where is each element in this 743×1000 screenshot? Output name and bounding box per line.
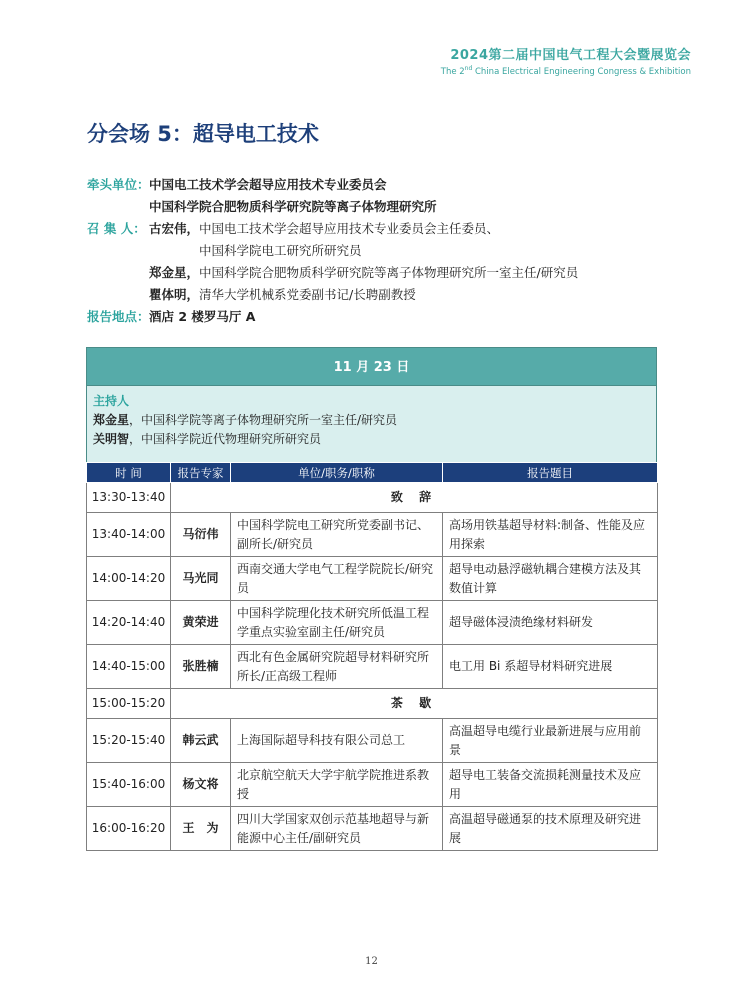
host-desc: ，中国科学院近代物理研究所研究员 [129, 432, 322, 446]
event-title-en: The 2nd China Electrical Engineering Congress & Exhibition [440, 65, 691, 77]
row-affiliation: 四川大学国家双创示范基地超导与新能源中心主任/副研究员 [231, 807, 443, 851]
table-row [87, 689, 658, 719]
table-header-row [87, 463, 658, 483]
row-topic: 超导电工装备交流损耗测量技术及应用 [443, 763, 658, 807]
session-info [87, 174, 578, 328]
table-row [87, 763, 658, 807]
table-row [87, 557, 658, 601]
convener-name: 古宏伟， [149, 221, 200, 236]
venue-label: 报告地点： [87, 309, 150, 324]
row-time: 14:00-14:20 [87, 557, 171, 601]
host-label: 主持人 [93, 394, 130, 408]
convener-desc: 中国科学院电工研究所研究员 [199, 243, 362, 258]
organizer-label: 牵头单位： [87, 177, 150, 192]
row-affiliation: 北京航空航天大学宇航学院推进系教授 [231, 763, 443, 807]
col-header-time: 时 间 [87, 463, 171, 483]
row-affiliation: 西南交通大学电气工程学院院长/研究员 [231, 557, 443, 601]
table-row [87, 601, 658, 645]
row-time: 13:40-14:00 [87, 513, 171, 557]
row-speaker: 黄荣进 [171, 601, 231, 645]
row-topic: 高场用铁基超导材料:制备、性能及应用探索 [443, 513, 658, 557]
row-event: 茶 歇 [171, 689, 658, 719]
row-affiliation: 上海国际超导科技有限公司总工 [231, 719, 443, 763]
row-affiliation: 中国科学院理化技术研究所低温工程学重点实验室副主任/研究员 [231, 601, 443, 645]
schedule-date: 11 月 23 日 [86, 347, 657, 386]
schedule-table [86, 347, 657, 851]
row-speaker: 马光同 [171, 557, 231, 601]
host-line [93, 411, 648, 430]
host-desc: ，中国科学院等离子体物理研究所一室主任/研究员 [129, 413, 398, 427]
venue: 酒店 2 楼罗马厅 A [149, 309, 256, 324]
row-speaker: 张胜楠 [171, 645, 231, 689]
table-row [87, 483, 658, 513]
row-speaker: 马衍伟 [171, 513, 231, 557]
col-header-speaker: 报告专家 [171, 463, 231, 483]
row-time: 15:00-15:20 [87, 689, 171, 719]
convener-desc: 清华大学机械系党委副书记/长聘副教授 [199, 287, 416, 302]
row-time: 16:00-16:20 [87, 807, 171, 851]
row-topic: 高温超导磁通泵的技术原理及研究进展 [443, 807, 658, 851]
page-number: 12 [365, 956, 378, 967]
table-row [87, 645, 658, 689]
row-time: 14:40-15:00 [87, 645, 171, 689]
table-row [87, 513, 658, 557]
table-row [87, 719, 658, 763]
convener-name: 郑金星， [149, 265, 200, 280]
row-time: 13:30-13:40 [87, 483, 171, 513]
table-row [87, 807, 658, 851]
host-line [93, 430, 648, 449]
event-header [441, 44, 691, 77]
row-speaker: 王 为 [171, 807, 231, 851]
host-name: 郑金星 [93, 413, 130, 427]
convener-label: 召 集 人： [87, 221, 146, 236]
row-topic: 高温超导电缆行业最新进展与应用前景 [443, 719, 658, 763]
row-topic: 超导电动悬浮磁轨耦合建模方法及其数值计算 [443, 557, 658, 601]
row-time: 15:20-15:40 [87, 719, 171, 763]
session-title: 分会场 5：超导电工技术 [87, 122, 319, 146]
row-time: 14:20-14:40 [87, 601, 171, 645]
event-title-cn: 2024第二届中国电气工程大会暨展览会 [450, 48, 691, 63]
row-speaker: 韩云武 [171, 719, 231, 763]
organizer-2: 中国科学院合肥物质科学研究院等离子体物理研究所 [149, 199, 437, 214]
host-name: 关明智 [93, 432, 130, 446]
row-affiliation: 西北有色金属研究院超导材料研究所所长/正高级工程师 [231, 645, 443, 689]
row-speaker: 杨文将 [171, 763, 231, 807]
schedule-grid [86, 462, 658, 851]
row-topic: 超导磁体浸渍绝缘材料研发 [443, 601, 658, 645]
hosts-block [86, 386, 657, 462]
row-time: 15:40-16:00 [87, 763, 171, 807]
convener-desc: 中国科学院合肥物质科学研究院等离子体物理研究所一室主任/研究员 [199, 265, 579, 280]
convener-desc: 中国电工技术学会超导应用技术专业委员会主任委员、 [199, 221, 500, 236]
col-header-affiliation: 单位/职务/职称 [231, 463, 443, 483]
convener-name: 瞿体明， [149, 287, 200, 302]
row-affiliation: 中国科学院电工研究所党委副书记、副所长/研究员 [231, 513, 443, 557]
organizer-1: 中国电工技术学会超导应用技术专业委员会 [149, 177, 387, 192]
row-topic: 电工用 Bi 系超导材料研究进展 [443, 645, 658, 689]
col-header-topic: 报告题目 [443, 463, 658, 483]
row-event: 致 辞 [171, 483, 658, 513]
